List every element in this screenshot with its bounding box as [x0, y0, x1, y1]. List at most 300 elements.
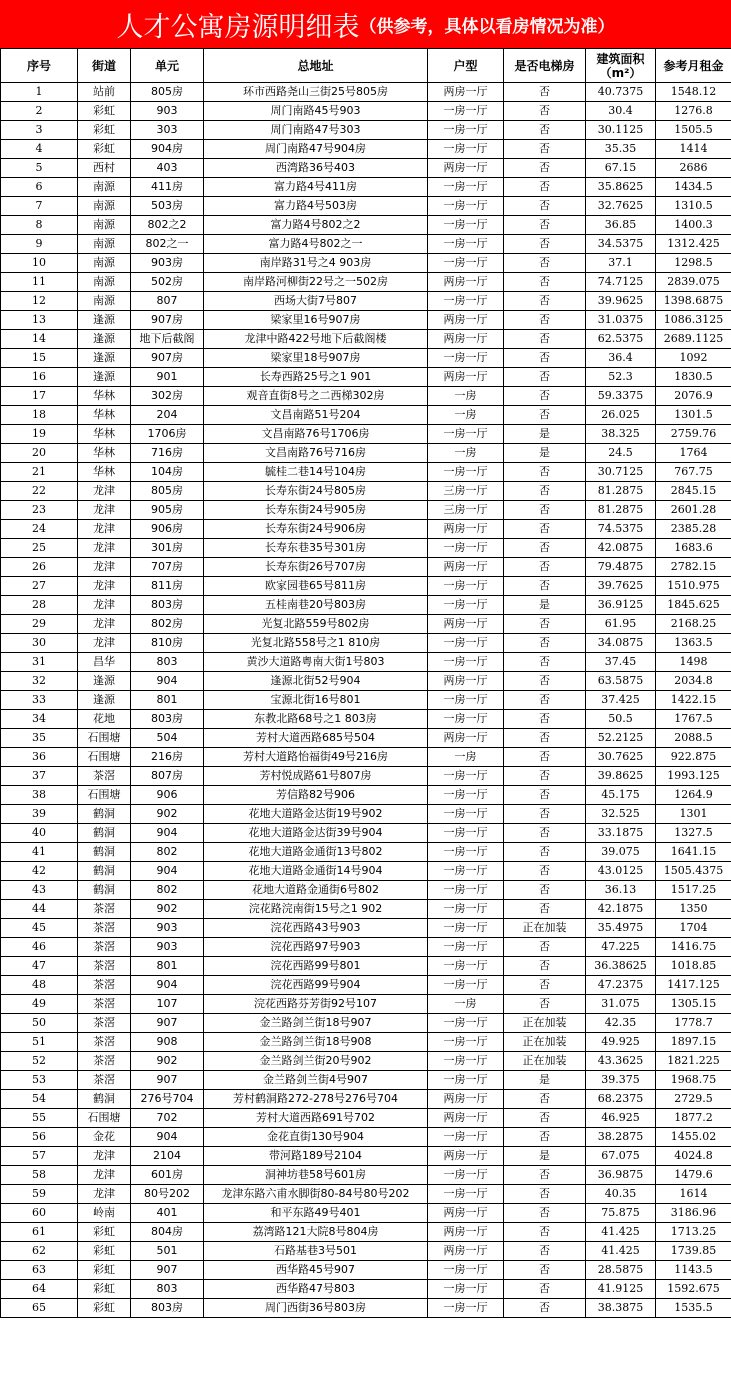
cell-rent: 2385.28	[656, 520, 731, 539]
table-row	[1, 463, 731, 482]
cell-unit: 401	[131, 1204, 204, 1223]
cell-unit: 802之2	[131, 216, 204, 235]
cell-elevator: 否	[504, 938, 586, 957]
table-row	[1, 1280, 731, 1299]
cell-area: 38.325	[586, 425, 656, 444]
cell-layout: 一房一厅	[428, 919, 504, 938]
cell-street: 龙津	[78, 634, 131, 653]
cell-address: 花地大道路金达街19号902	[204, 805, 428, 824]
cell-index: 24	[1, 520, 78, 539]
cell-layout: 一房一厅	[428, 786, 504, 805]
cell-index: 12	[1, 292, 78, 311]
cell-index: 37	[1, 767, 78, 786]
cell-rent: 1305.15	[656, 995, 731, 1014]
table-row	[1, 1033, 731, 1052]
cell-rent: 1092	[656, 349, 731, 368]
cell-elevator: 否	[504, 520, 586, 539]
cell-rent: 1422.15	[656, 691, 731, 710]
cell-area: 35.4975	[586, 919, 656, 938]
cell-elevator: 否	[504, 843, 586, 862]
cell-area: 37.425	[586, 691, 656, 710]
table-row	[1, 805, 731, 824]
cell-rent: 1312.425	[656, 235, 731, 254]
cell-rent: 2839.075	[656, 273, 731, 292]
cell-unit: 811房	[131, 577, 204, 596]
cell-layout: 一房一厅	[428, 349, 504, 368]
cell-address: 浣花西路芬芳街92号107	[204, 995, 428, 1014]
cell-area: 61.95	[586, 615, 656, 634]
cell-index: 63	[1, 1261, 78, 1280]
cell-street: 彩虹	[78, 1280, 131, 1299]
cell-unit: 807	[131, 292, 204, 311]
cell-street: 鹤洞	[78, 1090, 131, 1109]
cell-index: 45	[1, 919, 78, 938]
cell-street: 龙津	[78, 1185, 131, 1204]
table-row	[1, 558, 731, 577]
cell-unit: 906房	[131, 520, 204, 539]
cell-street: 彩虹	[78, 1299, 131, 1318]
cell-layout: 一房一厅	[428, 1261, 504, 1280]
cell-area: 28.5875	[586, 1261, 656, 1280]
cell-street: 石围塘	[78, 748, 131, 767]
cell-area: 74.5375	[586, 520, 656, 539]
cell-address: 芳村悦成路61号807房	[204, 767, 428, 786]
cell-layout: 一房	[428, 387, 504, 406]
cell-layout: 一房一厅	[428, 1071, 504, 1090]
cell-area: 79.4875	[586, 558, 656, 577]
cell-elevator: 正在加装	[504, 1033, 586, 1052]
cell-elevator: 否	[504, 292, 586, 311]
cell-street: 龙津	[78, 1147, 131, 1166]
cell-elevator: 否	[504, 463, 586, 482]
cell-rent: 1416.75	[656, 938, 731, 957]
cell-rent: 2782.15	[656, 558, 731, 577]
cell-rent: 1455.02	[656, 1128, 731, 1147]
cell-rent: 1510.975	[656, 577, 731, 596]
cell-rent: 1830.5	[656, 368, 731, 387]
cell-unit: 902	[131, 1052, 204, 1071]
cell-layout: 一房一厅	[428, 1280, 504, 1299]
cell-layout: 一房一厅	[428, 425, 504, 444]
cell-rent: 1301.5	[656, 406, 731, 425]
table-row	[1, 368, 731, 387]
cell-address: 西华路47号803	[204, 1280, 428, 1299]
cell-rent: 2759.76	[656, 425, 731, 444]
table-row	[1, 425, 731, 444]
cell-index: 61	[1, 1223, 78, 1242]
table-row	[1, 691, 731, 710]
cell-address: 金花直街130号904	[204, 1128, 428, 1147]
cell-index: 47	[1, 957, 78, 976]
table-row	[1, 957, 731, 976]
cell-street: 茶滘	[78, 1014, 131, 1033]
cell-street: 彩虹	[78, 1242, 131, 1261]
cell-elevator: 否	[504, 235, 586, 254]
cell-rent: 2689.1125	[656, 330, 731, 349]
cell-area: 45.175	[586, 786, 656, 805]
cell-index: 14	[1, 330, 78, 349]
cell-area: 75.875	[586, 1204, 656, 1223]
cell-rent: 1764	[656, 444, 731, 463]
cell-address: 逢源北街52号904	[204, 672, 428, 691]
cell-address: 周门南路45号903	[204, 102, 428, 121]
cell-address: 浣花西路99号801	[204, 957, 428, 976]
table-row	[1, 672, 731, 691]
cell-rent: 1897.15	[656, 1033, 731, 1052]
cell-layout: 一房一厅	[428, 140, 504, 159]
cell-area: 39.8625	[586, 767, 656, 786]
cell-elevator: 否	[504, 1299, 586, 1318]
cell-unit: 216房	[131, 748, 204, 767]
cell-address: 花地大道路金通街13号802	[204, 843, 428, 862]
table-row	[1, 292, 731, 311]
cell-area: 68.2375	[586, 1090, 656, 1109]
cell-layout: 一房一厅	[428, 1014, 504, 1033]
cell-street: 龙津	[78, 539, 131, 558]
cell-unit: 702	[131, 1109, 204, 1128]
table-row	[1, 710, 731, 729]
cell-area: 39.7625	[586, 577, 656, 596]
cell-address: 洞神坊巷58号601房	[204, 1166, 428, 1185]
cell-index: 30	[1, 634, 78, 653]
cell-area: 40.7375	[586, 83, 656, 102]
cell-rent: 1778.7	[656, 1014, 731, 1033]
cell-area: 67.15	[586, 159, 656, 178]
cell-index: 23	[1, 501, 78, 520]
cell-elevator: 否	[504, 710, 586, 729]
cell-unit: 807房	[131, 767, 204, 786]
table-row	[1, 577, 731, 596]
cell-address: 长寿东街26号707房	[204, 558, 428, 577]
cell-elevator: 否	[504, 83, 586, 102]
cell-address: 芳村鹤洞路272-278号276号704	[204, 1090, 428, 1109]
cell-street: 石围塘	[78, 729, 131, 748]
cell-unit: 501	[131, 1242, 204, 1261]
cell-street: 鹤洞	[78, 805, 131, 824]
cell-index: 13	[1, 311, 78, 330]
table-row	[1, 900, 731, 919]
cell-address: 富力路4号503房	[204, 197, 428, 216]
cell-address: 长寿东街24号906房	[204, 520, 428, 539]
cell-address: 东教北路68号之1 803房	[204, 710, 428, 729]
cell-elevator: 否	[504, 957, 586, 976]
cell-index: 56	[1, 1128, 78, 1147]
cell-index: 55	[1, 1109, 78, 1128]
cell-street: 逢源	[78, 330, 131, 349]
cell-elevator: 否	[504, 197, 586, 216]
cell-layout: 一房	[428, 995, 504, 1014]
cell-address: 周门南路47号303	[204, 121, 428, 140]
cell-layout: 两房一厅	[428, 1223, 504, 1242]
cell-unit: 802之一	[131, 235, 204, 254]
cell-area: 42.1875	[586, 900, 656, 919]
table-row	[1, 1261, 731, 1280]
cell-street: 华林	[78, 406, 131, 425]
cell-index: 26	[1, 558, 78, 577]
cell-index: 3	[1, 121, 78, 140]
cell-elevator: 否	[504, 1185, 586, 1204]
cell-unit: 107	[131, 995, 204, 1014]
cell-address: 金兰路剑兰街18号907	[204, 1014, 428, 1033]
cell-unit: 276号704	[131, 1090, 204, 1109]
col-header-unit: 单元	[131, 49, 204, 83]
table-row	[1, 501, 731, 520]
cell-address: 欧家园巷65号811房	[204, 577, 428, 596]
cell-elevator: 是	[504, 444, 586, 463]
cell-layout: 一房一厅	[428, 900, 504, 919]
cell-layout: 两房一厅	[428, 273, 504, 292]
table-row	[1, 653, 731, 672]
cell-rent: 1592.675	[656, 1280, 731, 1299]
cell-layout: 一房一厅	[428, 197, 504, 216]
cell-elevator: 否	[504, 862, 586, 881]
cell-elevator: 否	[504, 805, 586, 824]
cell-layout: 两房一厅	[428, 520, 504, 539]
cell-street: 南源	[78, 273, 131, 292]
cell-unit: 502房	[131, 273, 204, 292]
table-row	[1, 1128, 731, 1147]
cell-unit: 302房	[131, 387, 204, 406]
cell-elevator: 否	[504, 311, 586, 330]
cell-street: 南源	[78, 178, 131, 197]
cell-elevator: 否	[504, 406, 586, 425]
cell-index: 8	[1, 216, 78, 235]
col-header-layout: 户型	[428, 49, 504, 83]
cell-unit: 810房	[131, 634, 204, 653]
cell-area: 26.025	[586, 406, 656, 425]
cell-elevator: 正在加装	[504, 1052, 586, 1071]
cell-area: 30.1125	[586, 121, 656, 140]
cell-address: 长寿西路25号之1 901	[204, 368, 428, 387]
cell-index: 42	[1, 862, 78, 881]
cell-unit: 104房	[131, 463, 204, 482]
cell-layout: 一房一厅	[428, 539, 504, 558]
table-row	[1, 1052, 731, 1071]
cell-index: 50	[1, 1014, 78, 1033]
cell-index: 22	[1, 482, 78, 501]
cell-elevator: 否	[504, 1280, 586, 1299]
cell-area: 59.3375	[586, 387, 656, 406]
cell-address: 富力路4号802之一	[204, 235, 428, 254]
cell-rent: 1704	[656, 919, 731, 938]
cell-unit: 地下后截阁	[131, 330, 204, 349]
cell-unit: 907	[131, 1071, 204, 1090]
cell-area: 33.1875	[586, 824, 656, 843]
cell-address: 芳村大道西路691号702	[204, 1109, 428, 1128]
table-body	[1, 83, 731, 1318]
cell-index: 9	[1, 235, 78, 254]
cell-layout: 一房一厅	[428, 254, 504, 273]
cell-address: 光复北路558号之1 810房	[204, 634, 428, 653]
cell-unit: 802房	[131, 615, 204, 634]
cell-rent: 1434.5	[656, 178, 731, 197]
cell-unit: 904	[131, 672, 204, 691]
cell-layout: 两房一厅	[428, 1242, 504, 1261]
cell-area: 31.075	[586, 995, 656, 1014]
table-row	[1, 1166, 731, 1185]
cell-elevator: 否	[504, 615, 586, 634]
cell-address: 文昌南路76号716房	[204, 444, 428, 463]
cell-street: 鹤洞	[78, 843, 131, 862]
cell-elevator: 否	[504, 539, 586, 558]
cell-elevator: 否	[504, 387, 586, 406]
cell-street: 石围塘	[78, 1109, 131, 1128]
cell-street: 茶滘	[78, 938, 131, 957]
cell-elevator: 否	[504, 1128, 586, 1147]
cell-rent: 1498	[656, 653, 731, 672]
cell-index: 34	[1, 710, 78, 729]
cell-area: 42.0875	[586, 539, 656, 558]
cell-elevator: 正在加装	[504, 1014, 586, 1033]
cell-address: 浣花西路99号904	[204, 976, 428, 995]
cell-address: 毓桂二巷14号104房	[204, 463, 428, 482]
cell-unit: 80号202	[131, 1185, 204, 1204]
cell-index: 58	[1, 1166, 78, 1185]
cell-index: 38	[1, 786, 78, 805]
cell-address: 五桂南巷20号803房	[204, 596, 428, 615]
cell-address: 环市西路尧山三街25号805房	[204, 83, 428, 102]
cell-address: 花地大道路金通街6号802	[204, 881, 428, 900]
cell-elevator: 是	[504, 1071, 586, 1090]
cell-area: 36.9125	[586, 596, 656, 615]
cell-area: 52.2125	[586, 729, 656, 748]
cell-unit: 907房	[131, 311, 204, 330]
cell-street: 华林	[78, 463, 131, 482]
cell-unit: 905房	[131, 501, 204, 520]
cell-rent: 1417.125	[656, 976, 731, 995]
cell-layout: 两房一厅	[428, 729, 504, 748]
cell-index: 51	[1, 1033, 78, 1052]
cell-unit: 904	[131, 976, 204, 995]
cell-unit: 503房	[131, 197, 204, 216]
cell-index: 53	[1, 1071, 78, 1090]
cell-unit: 902	[131, 900, 204, 919]
cell-street: 彩虹	[78, 1223, 131, 1242]
cell-area: 35.8625	[586, 178, 656, 197]
cell-layout: 两房一厅	[428, 159, 504, 178]
cell-rent: 1548.12	[656, 83, 731, 102]
cell-unit: 901	[131, 368, 204, 387]
cell-elevator: 否	[504, 121, 586, 140]
cell-unit: 902	[131, 805, 204, 824]
cell-address: 龙津东路六甫水脚街80-84号80号202	[204, 1185, 428, 1204]
cell-elevator: 否	[504, 1166, 586, 1185]
cell-street: 石围塘	[78, 786, 131, 805]
table-row	[1, 1147, 731, 1166]
cell-layout: 两房一厅	[428, 672, 504, 691]
cell-layout: 一房一厅	[428, 1166, 504, 1185]
cell-rent: 1298.5	[656, 254, 731, 273]
cell-rent: 1400.3	[656, 216, 731, 235]
cell-address: 花地大道路金通街14号904	[204, 862, 428, 881]
cell-area: 40.35	[586, 1185, 656, 1204]
cell-index: 48	[1, 976, 78, 995]
cell-area: 43.0125	[586, 862, 656, 881]
cell-unit: 904	[131, 862, 204, 881]
cell-address: 金兰路剑兰街4号907	[204, 1071, 428, 1090]
cell-area: 36.38625	[586, 957, 656, 976]
table-row	[1, 178, 731, 197]
cell-address: 富力路4号411房	[204, 178, 428, 197]
table-row	[1, 1090, 731, 1109]
cell-area: 24.5	[586, 444, 656, 463]
cell-layout: 两房一厅	[428, 311, 504, 330]
cell-index: 16	[1, 368, 78, 387]
title-note: （供参考，具体以看房情况为准）	[359, 16, 615, 37]
cell-layout: 一房	[428, 406, 504, 425]
cell-index: 28	[1, 596, 78, 615]
cell-area: 52.3	[586, 368, 656, 387]
cell-street: 西村	[78, 159, 131, 178]
cell-elevator: 是	[504, 1147, 586, 1166]
cell-unit: 803房	[131, 710, 204, 729]
cell-rent: 1845.625	[656, 596, 731, 615]
cell-street: 南源	[78, 254, 131, 273]
cell-area: 37.45	[586, 653, 656, 672]
cell-layout: 一房一厅	[428, 178, 504, 197]
cell-layout: 两房一厅	[428, 1147, 504, 1166]
cell-unit: 803	[131, 1280, 204, 1299]
cell-area: 30.4	[586, 102, 656, 121]
cell-index: 20	[1, 444, 78, 463]
cell-elevator: 否	[504, 976, 586, 995]
cell-street: 龙津	[78, 520, 131, 539]
cell-area: 37.1	[586, 254, 656, 273]
table-row	[1, 273, 731, 292]
cell-address: 荔湾路121大院8号804房	[204, 1223, 428, 1242]
cell-rent: 1018.85	[656, 957, 731, 976]
table-row	[1, 615, 731, 634]
table-row	[1, 729, 731, 748]
cell-street: 金花	[78, 1128, 131, 1147]
cell-elevator: 否	[504, 786, 586, 805]
cell-unit: 803房	[131, 1299, 204, 1318]
cell-street: 站前	[78, 83, 131, 102]
cell-unit: 907	[131, 1261, 204, 1280]
cell-unit: 803	[131, 653, 204, 672]
cell-index: 27	[1, 577, 78, 596]
cell-index: 43	[1, 881, 78, 900]
cell-street: 茶滘	[78, 1033, 131, 1052]
cell-rent: 1683.6	[656, 539, 731, 558]
cell-rent: 2601.28	[656, 501, 731, 520]
cell-elevator: 否	[504, 140, 586, 159]
table-row	[1, 121, 731, 140]
table-row	[1, 938, 731, 957]
cell-layout: 一房一厅	[428, 881, 504, 900]
cell-layout: 一房一厅	[428, 577, 504, 596]
cell-street: 逢源	[78, 672, 131, 691]
table-row	[1, 520, 731, 539]
cell-rent: 1505.4375	[656, 862, 731, 881]
cell-area: 36.13	[586, 881, 656, 900]
table-row	[1, 786, 731, 805]
cell-elevator: 否	[504, 767, 586, 786]
cell-rent: 1968.75	[656, 1071, 731, 1090]
cell-unit: 903	[131, 938, 204, 957]
cell-rent: 1739.85	[656, 1242, 731, 1261]
cell-unit: 804房	[131, 1223, 204, 1242]
cell-rent: 1767.5	[656, 710, 731, 729]
cell-elevator: 否	[504, 330, 586, 349]
cell-area: 47.225	[586, 938, 656, 957]
cell-index: 40	[1, 824, 78, 843]
cell-layout: 一房一厅	[428, 102, 504, 121]
cell-elevator: 否	[504, 577, 586, 596]
cell-elevator: 否	[504, 748, 586, 767]
cell-area: 49.925	[586, 1033, 656, 1052]
cell-rent: 1143.5	[656, 1261, 731, 1280]
